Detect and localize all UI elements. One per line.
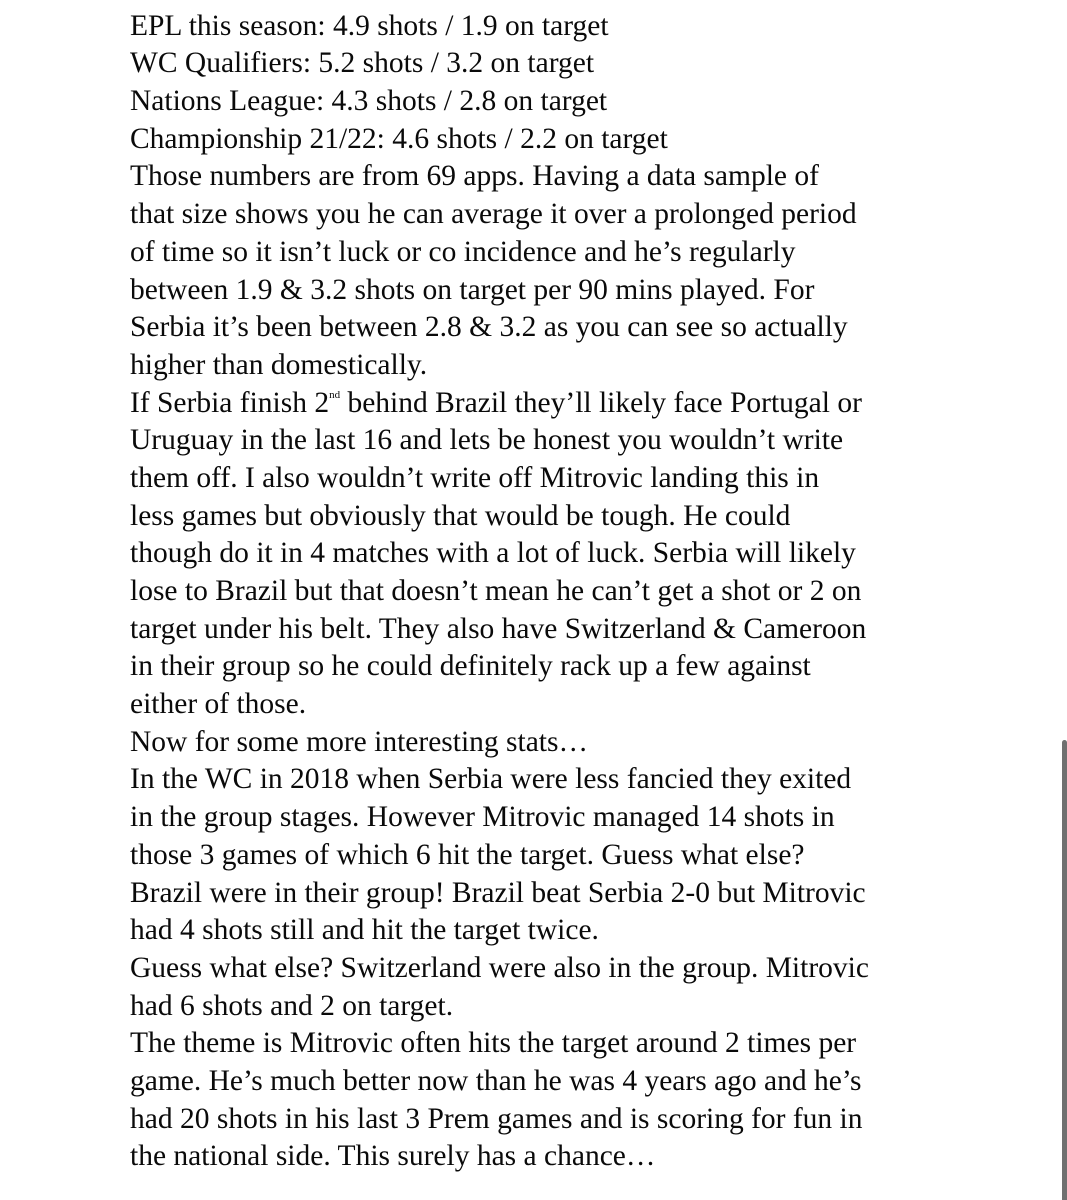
text-line: those 3 games of which 6 hit the target. Guess what else? <box>130 838 805 871</box>
text-line: had 4 shots still and hit the target twice. <box>130 914 599 947</box>
vertical-scrollbar-thumb[interactable] <box>1062 740 1067 1200</box>
text-line: target under his belt. They also have Switzerland & Cameroon <box>130 612 867 645</box>
text-line: In the WC in 2018 when Serbia were less fancied they exited <box>130 763 852 796</box>
text-line: Brazil were in their group! Brazil beat Serbia 2-0 but Mitrovic <box>130 876 866 909</box>
text-line: in their group so he could definitely rack up a few against <box>130 650 811 683</box>
text-line: the national side. This surely has a chance… <box>130 1140 656 1173</box>
text-line: Championship 21/22: 4.6 shots / 2.2 on target <box>130 122 668 155</box>
text-segment: If Serbia finish 2 <box>130 386 330 419</box>
text-line: Now for some more interesting stats… <box>130 725 588 758</box>
text-line: of time so it isn’t luck or co incidence and he’s regularly <box>130 235 796 268</box>
text-line: had 20 shots in his last 3 Prem games and is scoring for fun in <box>130 1102 863 1135</box>
text-line: EPL this season: 4.9 shots / 1.9 on target <box>130 9 609 42</box>
text-line: Nations League: 4.3 shots / 2.8 on target <box>130 85 608 118</box>
text-line: game. He’s much better now than he was 4 years ago and he’s <box>130 1064 862 1097</box>
ordinal-superscript: nd <box>329 388 341 401</box>
text-line: WC Qualifiers: 5.2 shots / 3.2 on target <box>130 47 595 80</box>
text-line: Those numbers are from 69 apps. Having a data sample of <box>130 160 819 193</box>
text-line: The theme is Mitrovic often hits the target around 2 times per <box>130 1027 857 1060</box>
text-line: in the group stages. However Mitrovic managed 14 shots in <box>130 801 835 834</box>
text-line: had 6 shots and 2 on target. <box>130 989 454 1022</box>
text-line: less games but obviously that would be tough. He could <box>130 499 791 532</box>
text-line: higher than domestically. <box>130 348 428 381</box>
text-line: either of those. <box>130 688 307 721</box>
document-text <box>130 0 1030 1176</box>
text-line: Serbia it’s been between 2.8 & 3.2 as you can see so actually <box>130 311 848 344</box>
text-line: them off. I also wouldn’t write off Mitrovic landing this in <box>130 461 820 494</box>
text-line-with-ordinal <box>130 385 1030 423</box>
text-line: that size shows you he can average it over a prolonged period <box>130 198 857 231</box>
text-line: Uruguay in the last 16 and lets be honest you wouldn’t write <box>130 424 844 457</box>
text-line: between 1.9 & 3.2 shots on target per 90 mins played. For <box>130 273 815 306</box>
text-line: Guess what else? Switzerland were also in the group. Mitrovic <box>130 951 869 984</box>
text-segment: behind Brazil they’ll likely face Portugal or <box>340 386 862 419</box>
text-line: though do it in 4 matches with a lot of luck. Serbia will likely <box>130 537 856 570</box>
text-line: lose to Brazil but that doesn’t mean he can’t get a shot or 2 on <box>130 575 862 607</box>
